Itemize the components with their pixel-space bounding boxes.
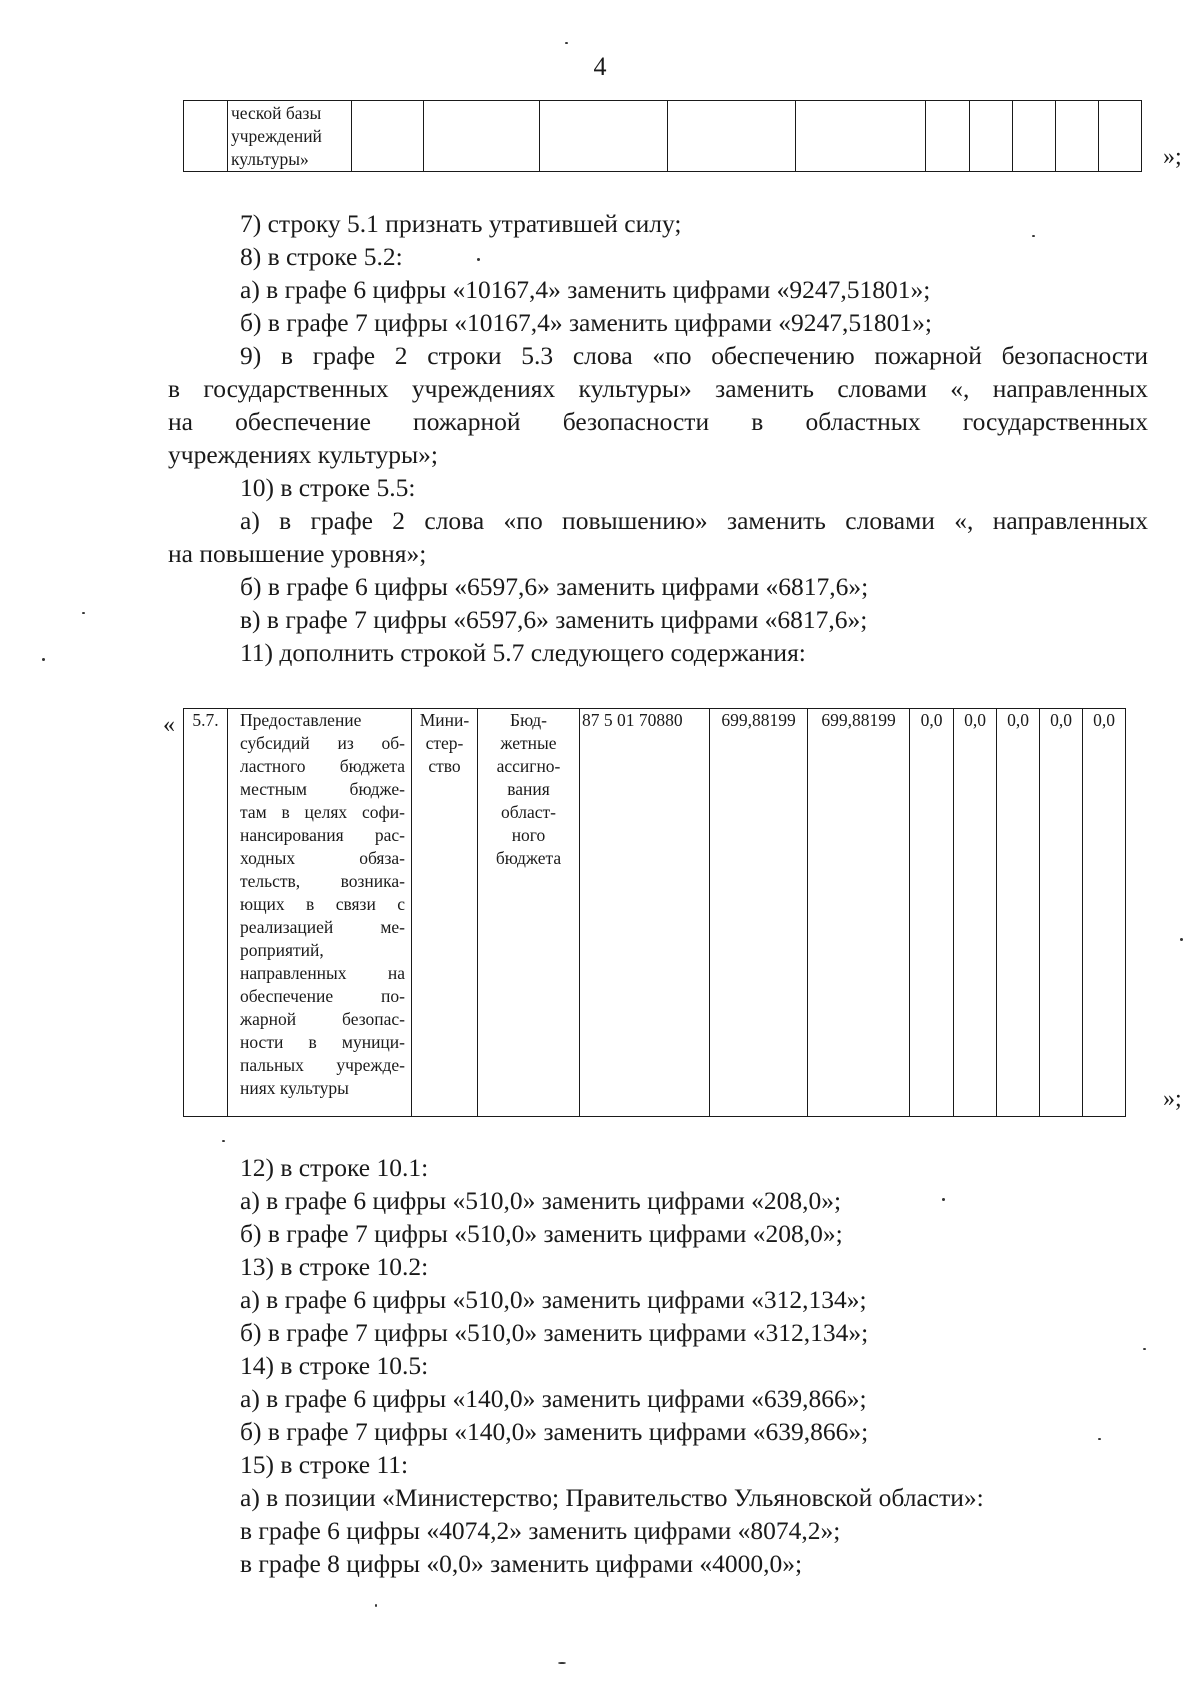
source-line: област-: [501, 802, 556, 822]
total-amount: 699,88199: [710, 709, 808, 1117]
paragraph-8: 8) в строке 5.2:: [240, 242, 403, 271]
paragraph-9-line-3: на обеспечение пожарной безопасности в областных государственных: [168, 407, 1148, 436]
name-line: реализацией ме-: [240, 917, 405, 937]
paragraph-15a: а) в позиции «Министерство; Правительство Ульяновской области»:: [240, 1483, 984, 1512]
name-line: местным бюдже-: [240, 779, 405, 799]
year-amount: 699,88199: [808, 709, 910, 1117]
name-line: роприятий,: [240, 940, 324, 960]
source-line: вания: [507, 779, 550, 799]
name-line: ности в муници-: [240, 1032, 405, 1052]
paragraph-12b: б) в графе 7 цифры «510,0» заменить цифрами «208,0»;: [240, 1219, 843, 1248]
scan-speck: [558, 1662, 566, 1664]
table-cell-num: [184, 101, 228, 172]
name-line: направленных на: [240, 963, 405, 983]
paragraph-12a: а) в графе 6 цифры «510,0» заменить цифрами «208,0»;: [240, 1186, 842, 1215]
scan-speck: [82, 612, 85, 614]
paragraph-8b: б) в графе 7 цифры «10167,4» заменить цифрами «9247,51801»;: [240, 308, 932, 337]
table-cell-name: [228, 101, 352, 172]
year-value: 0,0: [910, 709, 954, 1117]
scan-speck: [1032, 235, 1035, 237]
table-cell: [424, 101, 540, 172]
scan-speck: [42, 658, 45, 661]
name-line: ющих в связи с: [240, 894, 405, 914]
name-line: жарной безопас-: [240, 1009, 405, 1029]
source-line: Бюд-: [510, 710, 547, 730]
paragraph-13: 13) в строке 10.2:: [240, 1252, 429, 1281]
budget-code: 87 5 01 70880: [580, 709, 710, 1117]
scan-speck: [375, 1604, 377, 1607]
paragraph-14: 14) в строке 10.5:: [240, 1351, 429, 1380]
paragraph-15a-2: в графе 8 цифры «0,0» заменить цифрами «4000,0»;: [240, 1549, 803, 1578]
scan-speck: [477, 258, 480, 261]
table-cell: [352, 101, 424, 172]
table-cell: [668, 101, 796, 172]
name-line: пальных учрежде-: [240, 1055, 405, 1075]
paragraph-10: 10) в строке 5.5:: [240, 473, 416, 502]
year-value: 0,0: [954, 709, 997, 1117]
opening-quote: «: [163, 712, 175, 738]
paragraph-10a-line-2: на повышение уровня»;: [168, 539, 427, 568]
row-number: 5.7.: [184, 709, 228, 1117]
paragraph-10c: в) в графе 7 цифры «6597,6» заменить цифрами «6817,6»;: [240, 605, 868, 634]
executor-line: ство: [428, 756, 461, 776]
name-line: ластного бюджета: [240, 756, 405, 776]
table-cell: [1099, 101, 1142, 172]
row-name: [228, 709, 412, 1117]
executor-line: стер-: [425, 733, 464, 753]
closing-quote: »;: [1163, 1086, 1182, 1112]
top-table-fragment: [183, 100, 1142, 172]
scan-speck: [1143, 1348, 1146, 1350]
paragraph-13b: б) в графе 7 цифры «510,0» заменить цифрами «312,134»;: [240, 1318, 869, 1347]
closing-quote: »;: [1163, 144, 1182, 170]
paragraph-14a: а) в графе 6 цифры «140,0» заменить цифрами «639,866»;: [240, 1384, 867, 1413]
year-value: 0,0: [1040, 709, 1083, 1117]
name-line: тельств, возника-: [240, 871, 405, 891]
paragraph-15a-1: в графе 6 цифры «4074,2» заменить цифрами «8074,2»;: [240, 1516, 841, 1545]
row-5-7-table: [183, 708, 1126, 1117]
paragraph-9-line-2: в государственных учреждениях культуры» заменить словами «, направленных: [168, 374, 1148, 403]
name-line: Предоставление: [240, 710, 362, 730]
name-line: обеспечение по-: [240, 986, 405, 1006]
cell-line: ческой базы: [231, 103, 322, 123]
table-cell: [970, 101, 1013, 172]
scan-speck: [565, 42, 568, 44]
source-line: бюджета: [495, 848, 562, 868]
table-cell: [926, 101, 970, 172]
paragraph-11: 11) дополнить строкой 5.7 следующего содержания:: [240, 638, 806, 667]
name-line: ниях культуры: [240, 1078, 349, 1098]
source-line: жетные: [500, 733, 557, 753]
scan-speck: [222, 1140, 225, 1142]
name-line: там в целях софи-: [240, 802, 405, 822]
executor-line: Мини-: [419, 710, 470, 730]
name-line: нансирования рас-: [240, 825, 405, 845]
paragraph-9-line-4: учреждениях культуры»;: [168, 440, 439, 469]
paragraph-13a: а) в графе 6 цифры «510,0» заменить цифрами «312,134»;: [240, 1285, 867, 1314]
table-cell: [796, 101, 926, 172]
paragraph-14b: б) в графе 7 цифры «140,0» заменить цифрами «639,866»;: [240, 1417, 869, 1446]
executor: [412, 709, 478, 1117]
scan-speck: [1180, 938, 1183, 941]
source-line: ного: [511, 825, 546, 845]
cell-line: учреждений: [231, 126, 322, 146]
funding-source: [478, 709, 580, 1117]
table-cell: [1056, 101, 1099, 172]
page-number: 4: [593, 52, 607, 81]
table-cell: [540, 101, 668, 172]
scan-speck: [942, 1198, 945, 1201]
paragraph-9-line-1: 9) в графе 2 строки 5.3 слова «по обеспечению пожарной безопасности: [240, 341, 1148, 370]
paragraph-12: 12) в строке 10.1:: [240, 1153, 429, 1182]
table-cell: [1013, 101, 1056, 172]
paragraph-7: 7) строку 5.1 признать утратившей силу;: [240, 209, 682, 238]
source-line: ассигно-: [496, 756, 561, 776]
scan-speck: [1098, 1438, 1101, 1440]
paragraph-10b: б) в графе 6 цифры «6597,6» заменить цифрами «6817,6»;: [240, 572, 869, 601]
year-value: 0,0: [1083, 709, 1126, 1117]
year-value: 0,0: [997, 709, 1040, 1117]
cell-line: культуры»: [231, 149, 309, 169]
paragraph-15: 15) в строке 11:: [240, 1450, 409, 1479]
name-line: субсидий из об-: [240, 733, 405, 753]
name-line: ходных обяза-: [240, 848, 405, 868]
paragraph-10a-line-1: а) в графе 2 слова «по повышению» заменить словами «, направленных: [240, 506, 1148, 535]
paragraph-8a: а) в графе 6 цифры «10167,4» заменить цифрами «9247,51801»;: [240, 275, 931, 304]
